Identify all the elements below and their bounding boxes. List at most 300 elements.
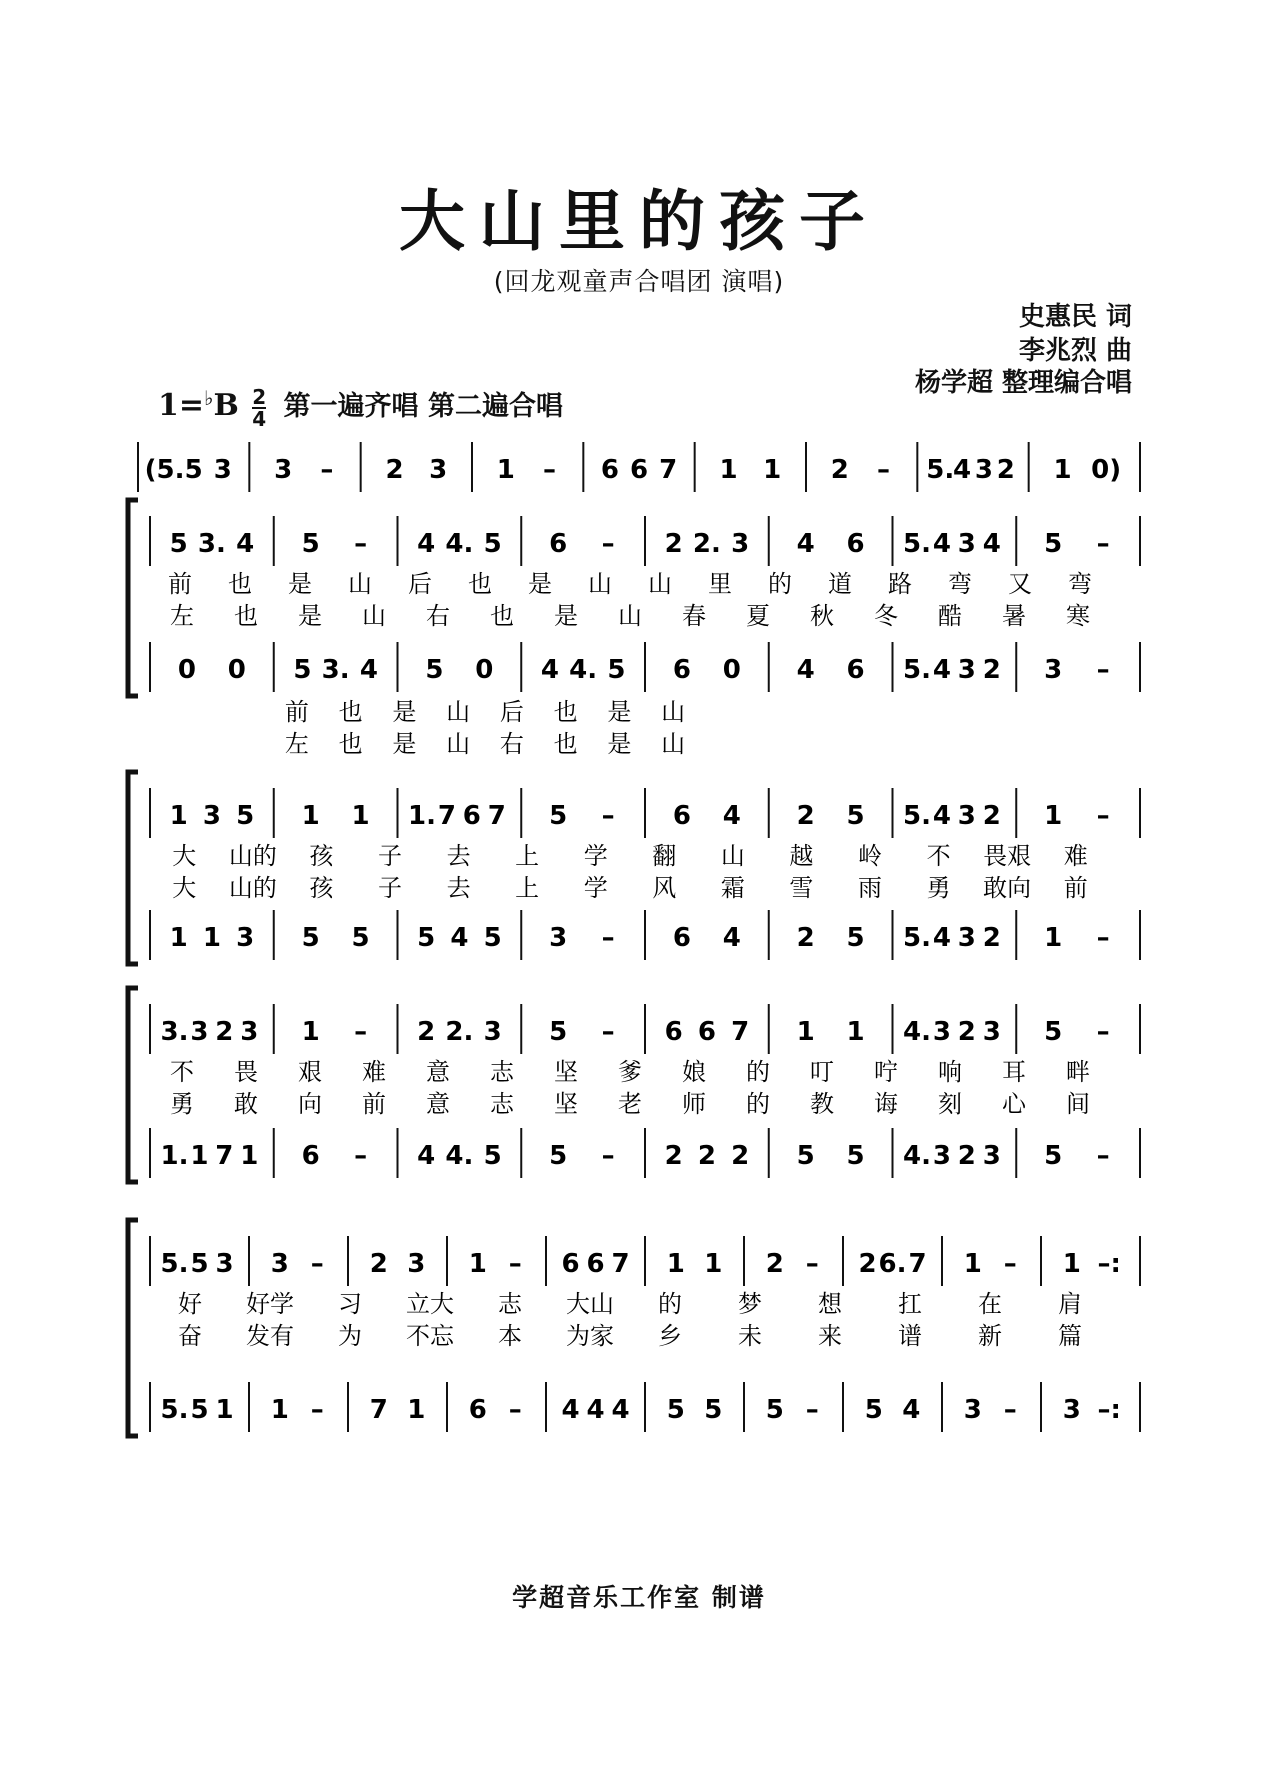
system4-upper-note: 2 <box>369 1249 388 1279</box>
system1-lower-lyric-verse1: 也 <box>338 698 363 726</box>
system4-lower-note: 1 <box>407 1395 426 1425</box>
system3-lyric-verse2: 前 <box>362 1090 386 1118</box>
system4-upper-note: 1 <box>666 1249 685 1279</box>
system2-lower-note: 1 <box>169 923 188 953</box>
system1-lower-note: 0 <box>177 655 196 685</box>
system1-lower-note: – <box>1096 655 1110 685</box>
system1-lyric-verse1: 也 <box>468 570 492 598</box>
system1-lower-note: 5 <box>293 655 312 685</box>
system3-upper-note: 3 <box>483 1017 502 1047</box>
system1-lyric-verse1: 是 <box>288 570 312 598</box>
system2-upper-note: 2 <box>796 801 815 831</box>
system3-upper-note: 3 <box>190 1017 209 1047</box>
intro-note: – <box>320 455 334 485</box>
system1-lower-note: 2 <box>982 655 1001 685</box>
system4-lyric-verse2: 新 <box>978 1322 1002 1350</box>
system4-lyric-verse2: 篇 <box>1058 1322 1082 1350</box>
system3-upper-note: 2 <box>215 1017 234 1047</box>
system1-lower-note: 4 <box>359 655 378 685</box>
system1-lyric-verse2: 左 <box>170 602 194 630</box>
system2-lower-note: 3 <box>957 923 976 953</box>
intro-note: 2 <box>996 455 1015 485</box>
system3-upper-note: 3 <box>932 1017 951 1047</box>
system3-lyric-verse1: 坚 <box>554 1058 578 1086</box>
system2-lyric-verse2: 霜 <box>720 874 745 902</box>
system4-lyric-verse2: 发有 <box>246 1322 294 1350</box>
system2-lyric-verse1: 大 <box>172 842 197 870</box>
key-note: B <box>213 388 239 423</box>
system4-lower-note: 5 <box>765 1395 784 1425</box>
system3-lyric-verse2: 间 <box>1066 1090 1090 1118</box>
system3-lower-note: 6 <box>301 1141 320 1171</box>
system3-upper-note: 5 <box>549 1017 568 1047</box>
system2-lyric-verse2: 子 <box>378 874 402 902</box>
system2-lyric-verse2: 雪 <box>789 874 814 902</box>
intro-note: 3 <box>213 455 232 485</box>
publisher-footer: 学超音乐工作室 制谱 <box>512 1583 766 1612</box>
system1-lower-note: 4 <box>796 655 815 685</box>
system1-lower-note: 6 <box>672 655 691 685</box>
system3-lower-note: 7 <box>215 1141 234 1171</box>
system2-upper-note: 4 <box>722 801 741 831</box>
system2-lyric-verse1: 不 <box>926 842 951 870</box>
system3-lower-note: 5 <box>549 1141 568 1171</box>
system1-lower-note: 5 <box>425 655 444 685</box>
system1-lyric-verse1: 后 <box>408 570 432 598</box>
system4-lyric-verse1: 扛 <box>898 1290 922 1318</box>
system3-lower-note: 4. <box>445 1141 474 1171</box>
system2-upper-note: 5 <box>236 801 255 831</box>
system3-lyric-verse2: 教 <box>810 1090 834 1118</box>
system3-lyric-verse1: 难 <box>362 1058 386 1086</box>
system1-lower-lyric-verse2: 也 <box>338 730 363 758</box>
system4-lyric-verse1: 习 <box>338 1290 362 1318</box>
system2-lower-note: 4 <box>932 923 951 953</box>
performance-instruction: 第一遍齐唱 第二遍合唱 <box>283 391 563 422</box>
system4-upper-note: – <box>310 1249 324 1279</box>
system3-lyric-verse2: 志 <box>490 1090 514 1118</box>
system2-upper-note: 6 <box>462 801 481 831</box>
system4-upper-note: 3 <box>215 1249 234 1279</box>
system4-lower-note: 6 <box>468 1395 487 1425</box>
intro-note: 1 <box>763 455 782 485</box>
system3-lyric-verse2: 的 <box>746 1090 770 1118</box>
system2-lyric-verse2: 山的 <box>228 874 277 902</box>
system1-lyric-verse2: 秋 <box>810 602 834 630</box>
system1-lower-lyric-verse2: 右 <box>499 730 524 758</box>
system1-lower-lyric-verse1: 前 <box>284 698 309 726</box>
system1-lyric-verse2: 夏 <box>746 602 770 630</box>
intro-note: (5. <box>144 455 185 485</box>
system1-lyric-verse2: 山 <box>618 602 642 630</box>
system4-upper-note: 1 <box>963 1249 982 1279</box>
system1-lower-lyric-verse2: 是 <box>392 730 417 758</box>
system1-lower-lyric-verse2: 也 <box>553 730 578 758</box>
system3-upper-note: 2 <box>957 1017 976 1047</box>
system2-upper-note: – <box>1096 801 1110 831</box>
system3-lower-note: 4. <box>902 1141 931 1171</box>
system2-lyric-verse1: 上 <box>515 842 540 870</box>
intro-note: 2 <box>830 455 849 485</box>
intro-note: 2 <box>385 455 404 485</box>
system1-lyric-verse1: 山 <box>648 570 672 598</box>
system1-lower-lyric-verse2: 山 <box>661 730 686 758</box>
system4-lyric-verse2: 乡 <box>658 1322 682 1350</box>
system1-lower-note: 4 <box>932 655 951 685</box>
system3-lower-note: 5 <box>796 1141 815 1171</box>
system1-upper-note: 6 <box>846 529 865 559</box>
system3-lower-note: 1. <box>160 1141 189 1171</box>
system2-lower-note: 2 <box>796 923 815 953</box>
system4-lyric-verse1: 大山 <box>566 1290 614 1318</box>
system1-upper-note: 4. <box>445 529 474 559</box>
system2-upper-note: 6 <box>672 801 691 831</box>
intro-note: 6 <box>629 455 649 485</box>
song-title: 大山里的孩子 <box>399 183 879 260</box>
system3-lyric-verse2: 向 <box>298 1090 322 1118</box>
system2-lyric-verse2: 雨 <box>858 874 882 902</box>
system1-lyric-verse2: 是 <box>298 602 322 630</box>
system2-upper-note: – <box>601 801 615 831</box>
intro-note: 3 <box>974 455 993 485</box>
system2-lower-note: 5 <box>351 923 370 953</box>
system2-lyric-verse1: 去 <box>446 842 471 870</box>
system1-upper-note: 5 <box>1044 529 1063 559</box>
system4-lyric-verse1: 想 <box>818 1290 842 1318</box>
system2-upper-note: 1 <box>169 801 188 831</box>
system2-upper-note: 1 <box>301 801 320 831</box>
system3-lower-note: 1 <box>240 1141 259 1171</box>
system1-lyric-verse2: 冬 <box>874 602 898 630</box>
system4-lyric-verse2: 为 <box>338 1322 362 1350</box>
system1-upper-note: 4 <box>932 529 951 559</box>
system1-upper-note: – <box>601 529 615 559</box>
system4-upper-note: 6 <box>561 1249 580 1279</box>
system2-lower-note: 5 <box>301 923 320 953</box>
system3-upper-note: 2. <box>445 1017 474 1047</box>
system4-lower-note: 1 <box>270 1395 289 1425</box>
system4-upper-note: 5 <box>190 1249 209 1279</box>
system3-lower-note: – <box>1096 1141 1110 1171</box>
intro-note: 4 <box>953 455 972 485</box>
system2-lower-note: 2 <box>982 923 1001 953</box>
system4-lyric-verse2: 未 <box>738 1322 762 1350</box>
system3-upper-note: – <box>1096 1017 1110 1047</box>
system3-lower-note: 1 <box>190 1141 209 1171</box>
system2-upper-note: 7 <box>487 801 506 831</box>
system3-upper-note: – <box>354 1017 368 1047</box>
intro-note: 5. <box>926 455 955 485</box>
system1-lyric-verse1: 山 <box>588 570 612 598</box>
intro-note: – <box>877 455 890 485</box>
system1-lyric-verse1: 弯 <box>1068 570 1092 598</box>
system1-upper-note: 5 <box>301 529 320 559</box>
system1-upper-note: 2 <box>664 529 683 559</box>
system2-lyric-verse1: 越 <box>789 842 814 870</box>
system2-upper-note: 4 <box>932 801 951 831</box>
system1-lower-note: 0 <box>227 655 246 685</box>
system1-upper-note: 4 <box>417 529 436 559</box>
system4-lower-note: 4 <box>561 1395 580 1425</box>
system1-lyric-verse1: 又 <box>1008 570 1032 598</box>
system1-upper-note: 3. <box>197 529 226 559</box>
system4-lower-note: 1 <box>215 1395 234 1425</box>
system4-upper-note: 5. <box>160 1249 189 1279</box>
system1-lower-note: 5. <box>902 655 931 685</box>
system4-lyric-verse2: 谱 <box>898 1322 922 1350</box>
system1-lower-lyric-verse2: 是 <box>607 730 632 758</box>
system2-upper-note: 7 <box>437 801 456 831</box>
system4-lyric-verse1: 在 <box>978 1290 1002 1318</box>
system2-lyric-verse1: 畏艰 <box>983 842 1032 870</box>
system4-upper-note: 6. <box>878 1249 907 1279</box>
system1-lower-note: 6 <box>846 655 865 685</box>
system2-lyric-verse1: 翻 <box>652 842 677 870</box>
system4-brace <box>128 1220 138 1436</box>
system1-lower-note: 3 <box>1044 655 1063 685</box>
system1-lyric-verse1: 也 <box>228 570 252 598</box>
system3-upper-note: 7 <box>731 1017 750 1047</box>
intro-note: 3 <box>274 455 293 485</box>
system3-upper-note: 6 <box>697 1017 716 1047</box>
system3-upper-note: 1 <box>846 1017 865 1047</box>
system1-lower-note: 3 <box>957 655 976 685</box>
arranger-credit: 杨学超 整理编合唱 <box>914 368 1132 398</box>
system4-lyric-verse2: 来 <box>818 1322 842 1350</box>
system1-upper-note: 2. <box>692 529 721 559</box>
time-top: 2 <box>252 384 267 409</box>
system2-upper-note: 1 <box>1044 801 1063 831</box>
system4-lyric-verse2: 为家 <box>566 1322 614 1350</box>
system3-upper-note: – <box>601 1017 615 1047</box>
system2-lyric-verse2: 上 <box>515 874 540 902</box>
system4-upper-note: 3 <box>407 1249 426 1279</box>
flat-sign: ♭ <box>204 386 214 410</box>
system2-lyric-verse1: 子 <box>378 842 402 870</box>
system1-upper-note: 5. <box>902 529 931 559</box>
system3-lower-note: – <box>354 1141 368 1171</box>
system1-lower-note: 3. <box>321 655 350 685</box>
system3-brace <box>128 988 138 1182</box>
system4-lower-note: 4 <box>902 1395 921 1425</box>
system3-lyric-verse1: 娘 <box>682 1058 706 1086</box>
system4-upper-note: 6 <box>586 1249 605 1279</box>
system2-lower-note: 5 <box>417 923 436 953</box>
system3-upper-note: 6 <box>664 1017 683 1047</box>
system4-lyric-verse2: 本 <box>498 1322 522 1350</box>
intro-note: 3 <box>429 455 448 485</box>
system2-upper-note: 5 <box>549 801 568 831</box>
system3-upper-note: 5 <box>1044 1017 1063 1047</box>
system3-lower-note: – <box>601 1141 615 1171</box>
system4-lower-note: – <box>310 1395 324 1425</box>
system1-lyric-verse2: 春 <box>682 602 706 630</box>
system4-upper-note: 2 <box>765 1249 784 1279</box>
intro-note: 7 <box>659 455 678 485</box>
lyricist-credit: 史惠民 词 <box>1018 302 1132 332</box>
intro-note: 1 <box>496 455 515 485</box>
system1-lyric-verse2: 寒 <box>1066 602 1090 630</box>
system1-upper-note: 3 <box>731 529 750 559</box>
system2-lower-note: 4 <box>450 923 469 953</box>
system4-upper-note: 7 <box>908 1249 927 1279</box>
system2-lyric-verse2: 勇 <box>926 874 951 902</box>
system3-lyric-verse2: 师 <box>682 1090 706 1118</box>
system2-upper-note: 1. <box>407 801 436 831</box>
intro-note: – <box>543 455 556 485</box>
system4-lyric-verse2: 不忘 <box>406 1322 454 1350</box>
system1-lyric-verse1: 是 <box>528 570 552 598</box>
system4-lyric-verse1: 立大 <box>406 1290 454 1318</box>
system3-lyric-verse2: 老 <box>618 1090 642 1118</box>
system1-upper-note: 5 <box>483 529 502 559</box>
system1-lyric-verse2: 也 <box>490 602 514 630</box>
system1-lyric-verse1: 路 <box>888 570 912 598</box>
system1-lower-lyric-verse2: 山 <box>446 730 471 758</box>
system2-lyric-verse2: 前 <box>1063 874 1088 902</box>
system1-upper-note: 4 <box>982 529 1001 559</box>
system3-lyric-verse1: 畔 <box>1066 1058 1090 1086</box>
system1-lyric-verse2: 是 <box>554 602 578 630</box>
system4-lyric-verse1: 梦 <box>738 1290 762 1318</box>
system2-lower-note: 5 <box>846 923 865 953</box>
system1-lyric-verse2: 也 <box>234 602 258 630</box>
system3-lower-note: 2 <box>731 1141 750 1171</box>
system1-lower-note: 5 <box>607 655 626 685</box>
system4-lower-note: 3 <box>963 1395 982 1425</box>
system2-lower-note: 4 <box>722 923 741 953</box>
system1-lyric-verse2: 山 <box>362 602 386 630</box>
system2-upper-note: 5. <box>902 801 931 831</box>
system4-upper-note: – <box>508 1249 522 1279</box>
system1-upper-note: 4 <box>796 529 815 559</box>
system4-upper-note: – <box>805 1249 819 1279</box>
system4-upper-note: –: <box>1097 1249 1121 1279</box>
system1-lyric-verse1: 前 <box>168 570 192 598</box>
system4-lower-note: 4 <box>611 1395 630 1425</box>
system3-upper-note: 4. <box>902 1017 931 1047</box>
system3-lyric-verse1: 艰 <box>298 1058 322 1086</box>
system1-lower-note: 4. <box>569 655 598 685</box>
system2-brace <box>128 772 138 964</box>
system2-lower-note: 3 <box>549 923 568 953</box>
system2-upper-note: 2 <box>982 801 1001 831</box>
system3-lyric-verse2: 勇 <box>170 1090 194 1118</box>
system1-brace <box>128 500 138 696</box>
system2-lyric-verse2: 去 <box>446 874 471 902</box>
system3-lyric-verse1: 叮 <box>810 1058 834 1086</box>
system3-lyric-verse1: 爹 <box>618 1058 642 1086</box>
system1-lower-lyric-verse1: 是 <box>607 698 632 726</box>
system4-lyric-verse1: 好 <box>178 1290 202 1318</box>
system2-upper-note: 1 <box>351 801 370 831</box>
system4-lower-note: 5 <box>666 1395 685 1425</box>
system4-lyric-verse1: 肩 <box>1058 1290 1082 1318</box>
system2-lyric-verse2: 大 <box>172 874 197 902</box>
system3-upper-note: 1 <box>301 1017 320 1047</box>
system4-lower-note: 7 <box>369 1395 388 1425</box>
system2-lyric-verse1: 山的 <box>228 842 277 870</box>
system1-lyric-verse1: 弯 <box>948 570 972 598</box>
system2-lyric-verse2: 敢向 <box>983 874 1032 902</box>
system3-lower-note: 5 <box>1044 1141 1063 1171</box>
system3-lower-note: 4 <box>417 1141 436 1171</box>
system3-lower-note: 2 <box>957 1141 976 1171</box>
system1-lyric-verse2: 暑 <box>1002 602 1026 630</box>
system3-lyric-verse1: 不 <box>170 1058 194 1086</box>
system1-lyric-verse1: 里 <box>708 570 732 598</box>
system1-lower-lyric-verse1: 山 <box>661 698 686 726</box>
system4-lower-note: – <box>508 1395 522 1425</box>
system1-upper-note: 4 <box>236 529 255 559</box>
system2-lower-note: 6 <box>672 923 691 953</box>
system3-lyric-verse2: 诲 <box>874 1090 898 1118</box>
system1-lower-note: 4 <box>540 655 559 685</box>
system1-upper-note: – <box>1096 529 1110 559</box>
system1-lyric-verse1: 的 <box>768 570 792 598</box>
system4-lower-note: 5 <box>190 1395 209 1425</box>
system3-upper-note: 3. <box>160 1017 189 1047</box>
system3-lyric-verse1: 的 <box>746 1058 770 1086</box>
system4-upper-note: 1 <box>468 1249 487 1279</box>
system3-lyric-verse1: 响 <box>938 1058 962 1086</box>
system2-lower-note: 3 <box>236 923 255 953</box>
system4-upper-note: 1 <box>704 1249 723 1279</box>
system2-lyric-verse2: 学 <box>583 874 608 902</box>
system3-lower-note: 5 <box>846 1141 865 1171</box>
system3-lyric-verse1: 畏 <box>234 1058 258 1086</box>
system2-lyric-verse1: 难 <box>1063 842 1088 870</box>
time-bottom: 4 <box>252 406 267 431</box>
system4-lower-note: 4 <box>586 1395 605 1425</box>
system1-lower-lyric-verse1: 是 <box>392 698 417 726</box>
system4-lower-note: – <box>1003 1395 1017 1425</box>
composer-credit: 李兆烈 曲 <box>1018 336 1132 366</box>
system2-lower-note: 1 <box>202 923 221 953</box>
system2-lyric-verse1: 岭 <box>858 842 882 870</box>
system4-upper-note: 1 <box>1062 1249 1081 1279</box>
system3-lyric-verse2: 心 <box>1002 1090 1026 1118</box>
system4-upper-note: 2 <box>858 1249 877 1279</box>
intro-note: 0) <box>1091 455 1122 485</box>
system3-lyric-verse2: 敢 <box>234 1090 258 1118</box>
system2-lower-note: 1 <box>1044 923 1063 953</box>
system4-upper-note: 7 <box>611 1249 630 1279</box>
intro-note: 1 <box>1053 455 1072 485</box>
system1-lower-lyric-verse1: 也 <box>553 698 578 726</box>
key-prefix: 1= <box>158 388 205 423</box>
system4-lower-note: 5 <box>864 1395 883 1425</box>
system2-lower-note: – <box>601 923 615 953</box>
system3-upper-note: 3 <box>240 1017 259 1047</box>
system2-lyric-verse1: 孩 <box>309 842 334 870</box>
system4-lower-note: – <box>805 1395 819 1425</box>
system1-lower-lyric-verse1: 后 <box>499 698 524 726</box>
system1-lyric-verse2: 右 <box>426 602 450 630</box>
system3-upper-note: 2 <box>417 1017 436 1047</box>
system2-lyric-verse1: 山 <box>720 842 745 870</box>
system1-upper-note: 3 <box>957 529 976 559</box>
system1-lower-lyric-verse1: 山 <box>446 698 471 726</box>
system2-upper-note: 5 <box>846 801 865 831</box>
system1-lyric-verse2: 酷 <box>938 602 962 630</box>
system4-lyric-verse1: 的 <box>658 1290 682 1318</box>
system2-lower-note: 5. <box>902 923 931 953</box>
system3-lyric-verse2: 坚 <box>554 1090 578 1118</box>
system3-lyric-verse1: 志 <box>490 1058 514 1086</box>
system1-upper-note: 6 <box>549 529 568 559</box>
system4-upper-note: 3 <box>270 1249 289 1279</box>
